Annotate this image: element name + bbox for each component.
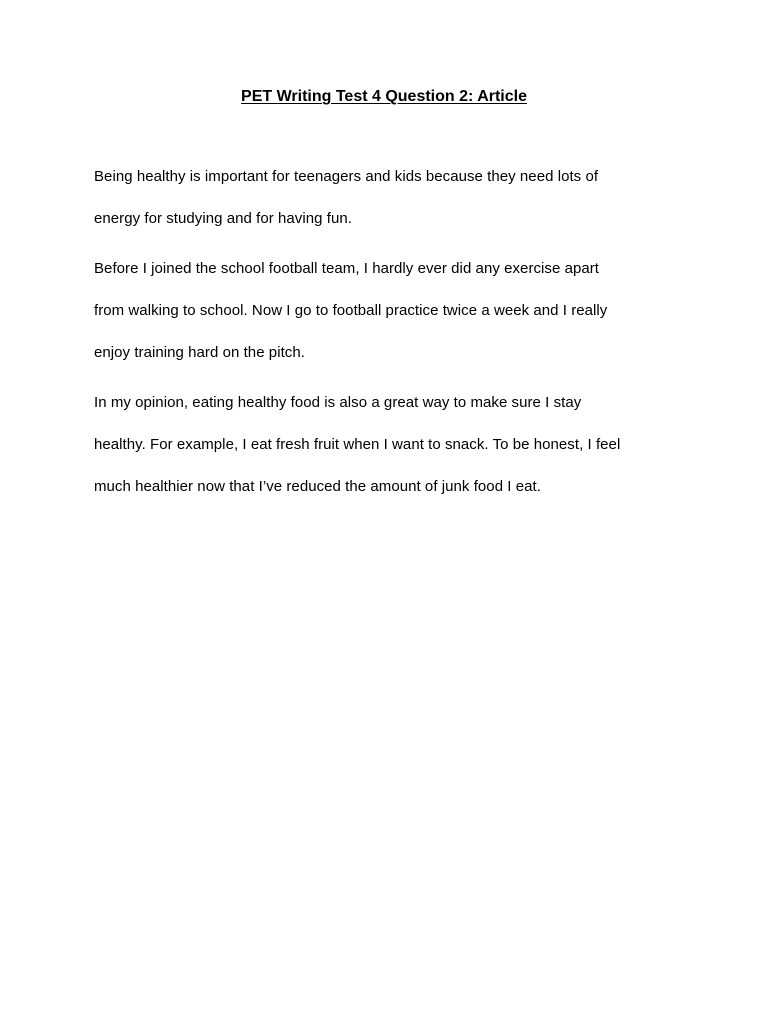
document-title: PET Writing Test 4 Question 2: Article [241, 88, 527, 105]
text-line: Being healthy is important for teenagers and kids because they need lots of [94, 168, 599, 185]
text-line: enjoy training hard on the pitch. [94, 344, 305, 361]
text-line: Before I joined the school football team, I hardly ever did any exercise apart [94, 260, 600, 277]
text-line: much healthier now that I’ve reduced the amount of junk food I eat. [94, 478, 541, 495]
text-line: healthy. For example, I eat fresh fruit when I want to snack. To be honest, I feel [94, 436, 621, 453]
text-line: from walking to school. Now I go to football practice twice a week and I really [94, 302, 608, 319]
text-line: energy for studying and for having fun. [94, 210, 352, 227]
paragraph-1 [94, 156, 694, 240]
article-body [94, 156, 694, 516]
text-line: In my opinion, eating healthy food is also a great way to make sure I stay [94, 394, 582, 411]
paragraph-2 [94, 248, 694, 374]
paragraph-3 [94, 382, 694, 508]
